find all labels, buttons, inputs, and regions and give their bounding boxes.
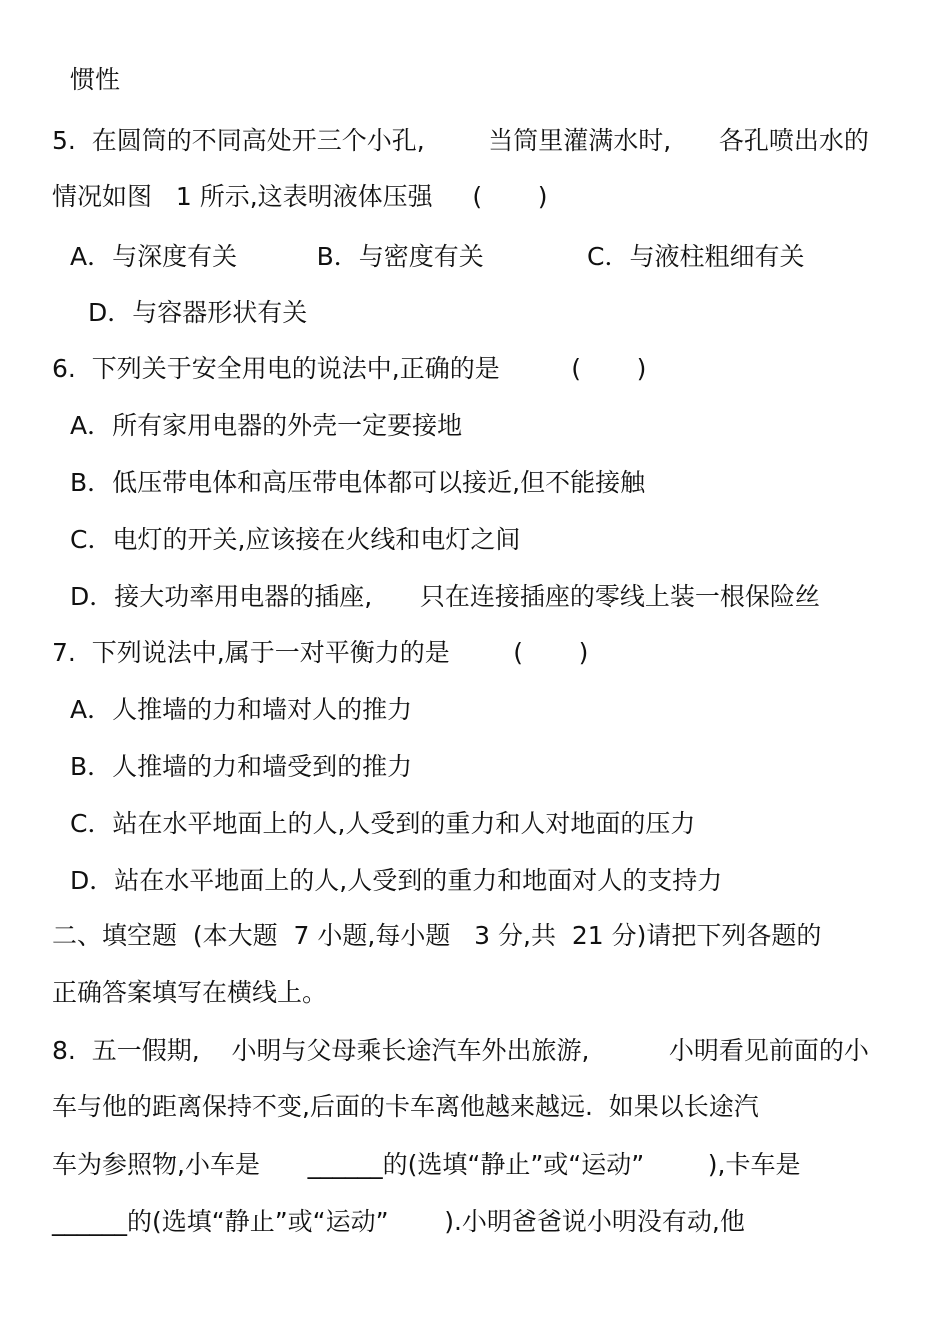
text-line: 惯性 <box>70 65 121 94</box>
question-6-stem: 6. 下列关于安全用电的说法中,正确的是 ( ) <box>52 354 647 383</box>
question-5-line-2: 情况如图 1 所示,这表明液体压强 ( ) <box>52 182 548 211</box>
question-7-option-b: B．人推墙的力和墙受到的推力 <box>70 752 413 781</box>
question-7-option-a: A．人推墙的力和墙对人的推力 <box>70 695 413 724</box>
section-2-heading-line-2: 正确答案填写在横线上。 <box>52 978 328 1007</box>
question-6-option-b: B．低压带电体和高压带电体都可以接近,但不能接触 <box>70 468 646 497</box>
question-8-line-3: 车为参照物,小车是 ______的(选填“静止”或“运动” ),卡车是 <box>52 1150 801 1179</box>
question-6-option-c: C．电灯的开关,应该接在火线和电灯之间 <box>70 525 521 554</box>
question-7-option-c: C．站在水平地面上的人,人受到的重力和人对地面的压力 <box>70 809 696 838</box>
question-8-line-2: 车与他的距离保持不变,后面的卡车离他越来越远. 如果以长途汽 <box>52 1092 759 1121</box>
question-5-option-d: D．与容器形状有关 <box>88 298 308 327</box>
question-7-stem: 7. 下列说法中,属于一对平衡力的是 ( ) <box>52 638 589 667</box>
question-8-line-1: 8. 五一假期, 小明与父母乘长途汽车外出旅游, 小明看见前面的小 <box>52 1036 869 1065</box>
question-6-option-a: A．所有家用电器的外壳一定要接地 <box>70 411 463 440</box>
question-7-option-d: D．站在水平地面上的人,人受到的重力和地面对人的支持力 <box>70 866 723 895</box>
question-6-option-d: D．接大功率用电器的插座, 只在连接插座的零线上装一根保险丝 <box>70 582 820 611</box>
section-2-heading-line-1: 二、填空题 (本大题 7 小题,每小题 3 分,共 21 分)请把下列各题的 <box>52 921 822 950</box>
question-5-line-1: 5. 在圆筒的不同高处开三个小孔, 当筒里灌满水时, 各孔喷出水的 <box>52 126 869 155</box>
question-8-line-4: ______的(选填“静止”或“运动” ).小明爸爸说小明没有动,他 <box>52 1207 745 1236</box>
question-5-options-abc: A．与深度有关 B．与密度有关 C．与液柱粗细有关 <box>70 242 805 271</box>
